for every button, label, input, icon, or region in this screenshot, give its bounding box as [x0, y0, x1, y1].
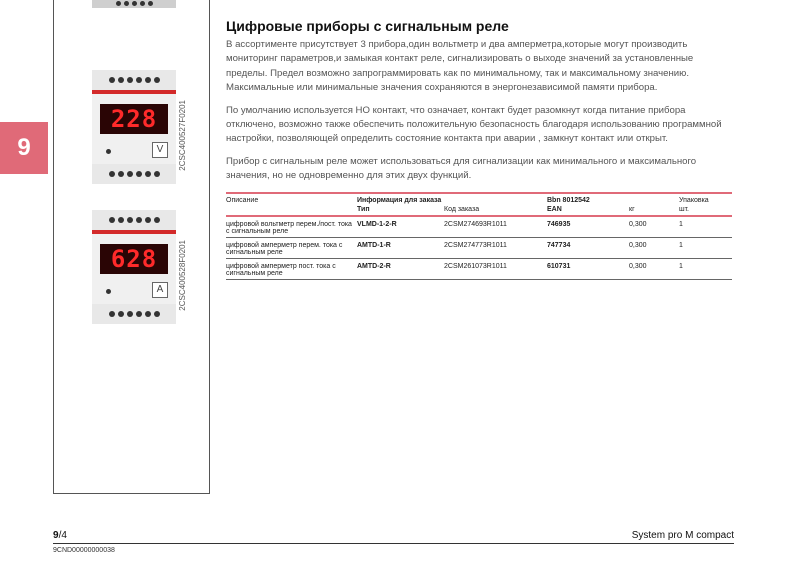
row-type: AMTD-2-R	[357, 258, 444, 279]
row-kg: 0,300	[629, 258, 679, 279]
row-type: AMTD-1-R	[357, 237, 444, 258]
row-type: VLMD-1-2-R	[357, 216, 444, 238]
header-code: Код заказа	[444, 205, 547, 216]
footer-divider	[53, 543, 734, 544]
header-ean: EAN	[547, 205, 629, 216]
row-ean: 747734	[547, 237, 629, 258]
paragraph-2: По умолчанию используется НО контакт, что означает, контакт будет разомкнут когда питание прибора отключено, возможно также обеспечить положительную безопасность благодаря использованию программной настройки, позволяющей определить состояние контакта при аварии , замкнут контакт или открыт.	[226, 104, 722, 145]
voltmeter-unit: V	[152, 142, 168, 158]
row-desc: цифровой вольтметр перем./пост. тока с сигнальным реле	[226, 216, 357, 238]
paragraph-3: Прибор с сигнальным реле может использоваться для сигнализации как минимального и максимального значения, но не одновременно для этих двух функций.	[226, 155, 697, 182]
table-row	[226, 258, 732, 279]
header-pack: Упаковка	[679, 193, 732, 205]
main-content	[226, 18, 734, 280]
row-code: 2CSM274773R1011	[444, 237, 547, 258]
voltmeter-image-code: 2CSC400527F0201	[178, 100, 187, 171]
document-code: 9CND00000000038	[53, 547, 115, 554]
order-table	[226, 192, 732, 280]
page-number: 9/4	[53, 530, 67, 541]
header-order-info: Информация для заказа	[357, 193, 547, 205]
header-type: Тип	[357, 205, 444, 216]
row-pcs: 1	[679, 216, 732, 238]
paragraph-1: В ассортименте присутствует 3 прибора,один вольтметр и два амперметра,которые могут производить мониторинг параметров,и замыкая контакт реле, сигнализировать о выходе значений за установленные пределы. Предел возможно запрограммировать как по минимальному, так и максимальному значению. Максимальные или минимальные значения сохраняются в энергонезависимой памяти прибора.	[226, 39, 694, 94]
ammeter-image	[92, 210, 176, 324]
document-title: System pro M compact	[631, 530, 734, 541]
chapter-tab: 9	[0, 122, 48, 174]
row-kg: 0,300	[629, 237, 679, 258]
row-desc: цифровой амперметр перем. тока с сигнальным реле	[226, 237, 357, 258]
row-code: 2CSM261073R1011	[444, 258, 547, 279]
ammeter-image-code: 2CSC400528F0201	[178, 240, 187, 311]
header-desc: Описание	[226, 193, 357, 205]
row-kg: 0,300	[629, 216, 679, 238]
row-ean: 610731	[547, 258, 629, 279]
voltmeter-image	[92, 70, 176, 184]
row-desc: цифровой амперметр пост. тока с сигнальным реле	[226, 258, 357, 279]
ammeter-unit: A	[152, 282, 168, 298]
partial-device-image	[92, 0, 176, 8]
table-row	[226, 216, 732, 238]
product-image-panel	[53, 0, 210, 494]
row-pcs: 1	[679, 258, 732, 279]
row-pcs: 1	[679, 237, 732, 258]
table-row	[226, 237, 732, 258]
header-pcs: шт.	[679, 205, 732, 216]
row-code: 2CSM274693R1011	[444, 216, 547, 238]
header-bbn: Bbn 8012542	[547, 193, 679, 205]
ammeter-display: 628	[100, 244, 168, 274]
row-ean: 746935	[547, 216, 629, 238]
voltmeter-display: 228	[100, 104, 168, 134]
header-kg: кг	[629, 205, 679, 216]
section-title: Цифровые приборы с сигнальным реле	[226, 18, 509, 34]
